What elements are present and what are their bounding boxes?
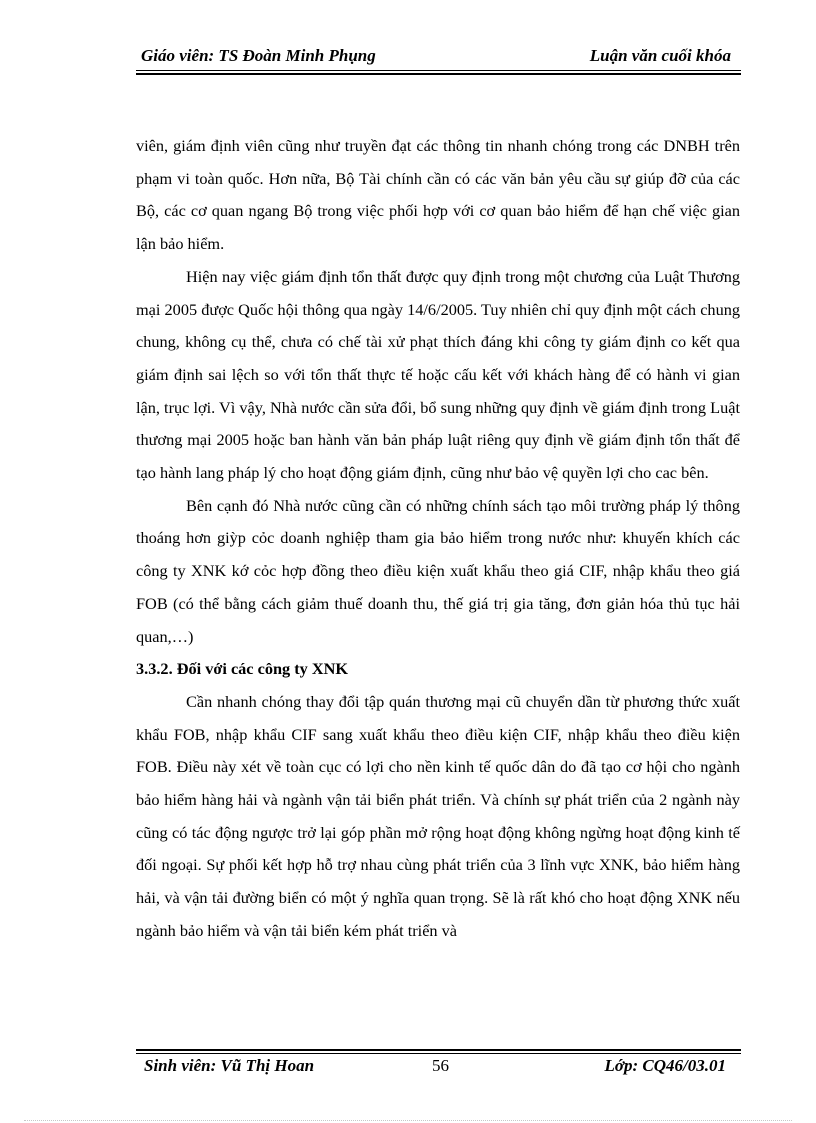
paragraph-2-line-5: cấu kết với khách hàng để có hành vi gian lận, trục lợi. Vì vậy, Nhà nước cần sửa [136,364,740,417]
paragraph-4-line-7: ngoại. Sự phối kết hợp hỗ trợ nhau cùng phát triển của 3 lĩnh vực XNK, bảo [161,855,667,875]
page-footer [136,1056,741,1080]
paragraph-3-line-3: nước như: khuyến khích các công ty XNK kớ cỏc hợp đồng theo điều kiện [136,528,740,581]
paragraph-3-line-1: Bên cạnh đó Nhà nước cũng cần có những chính sách tạo môi trường [186,495,645,515]
paragraph-4-line-9: cho hoạt động XNK nếu ngành bảo hiểm và vận tải biển kém phát triển và [136,888,740,940]
section-heading: 3.3.2. Đối với các công ty XNK [136,659,349,679]
paragraph-1 [136,130,740,261]
paragraph-4-line-3: CIF, nhập khẩu theo điều kiện FOB. Điều này xét về toàn cục có lợi cho nền [136,724,741,777]
paragraph-4 [136,686,740,948]
paragraph-2-line-8: pháp lý cho hoạt động giám định, cũng như bảo vệ quyền lợi cho cac bên. [227,463,709,483]
footer-student: Sinh viên: Vũ Thị Hoan [144,1056,315,1075]
paragraph-1-line-1: viên, giám định viên cũng như truyền đạt các thông tin nhanh chóng trong các [136,136,659,155]
paragraph-4-line-8: hiểm hàng hải, và vận tải đường biển có một ý nghĩa quan trọng. Sẽ là rất khó [136,855,741,908]
paragraph-2-line-4: khi công ty giám định co kết qua giám định sai lệch so với tổn thất thực tế hoặc [136,332,741,384]
paragraph-1-line-4: cơ quan bảo hiểm để hạn chế việc gian lận bảo hiểm. [136,201,740,254]
paragraph-3-line-4: xuất khẩu theo giá CIF, nhập khẩu theo giá FOB (có thể bằng cách giảm thuế [136,561,741,613]
paragraph-4-line-5: tải biển phát triển. Và chính sự phát triển của 2 ngành này cũng có tác động [136,790,740,842]
paragraph-2-line-6: đổi, bổ sung những quy định về giám định trong Luật thương mại 2005 hoặc ban [136,397,740,450]
footer-class: Lớp: CQ46/03.01 [604,1056,726,1075]
paragraph-2-line-3: quy định một cách chung chung, không cụ thể, chưa có chế tài xử phạt thích đáng [136,299,740,352]
footer-rule-thick [136,1049,741,1051]
footer-rule-thin [136,1053,741,1054]
paragraph-1-line-3: yêu cầu sự giúp đỡ của các Bộ, các cơ quan ngang Bộ trong việc phối hợp với [136,168,740,221]
page-number: 56 [432,1056,449,1075]
header-title: Luận văn cuối khóa [589,46,731,65]
paragraph-4-line-2: phương thức xuất khẩu FOB, nhập khẩu CIF sang xuất khẩu theo điều kiện [136,691,740,744]
paragraph-2-line-1: Hiện nay việc giám định tổn thất được quy định trong một chương của [186,266,650,286]
paragraph-2-line-2: Luật Thương mại 2005 được Quốc hội thông qua ngày 14/6/2005. Tuy nhiên chỉ [136,266,740,319]
paragraph-4-line-1: Cần nhanh chóng thay đổi tập quán thương mại cũ chuyển dần từ [186,691,620,711]
header-rule-thick [136,73,741,75]
paragraph-3-line-2: pháp lý thông thoáng hơn giỳp cỏc doanh nghiệp tham gia bảo hiểm trong [136,495,740,548]
paragraph-1-line-2: DNBH trên phạm vi toàn quốc. Hơn nữa, Bộ Tài chính cần có các văn bản [136,136,740,188]
page-edge-divider [24,1120,792,1121]
page-header [136,46,741,72]
header-teacher: Giáo viên: TS Đoàn Minh Phụng [141,46,376,65]
document-body [136,130,740,948]
paragraph-3-line-5: doanh thu, thế giá trị gia tăng, đơn giản hóa thủ tục hải quan,…) [136,593,741,646]
paragraph-2-line-7: hành văn bản pháp luật riêng quy định về giám định tổn thất để tạo hành lang [136,430,740,483]
paragraph-4-line-6: ngược trở lại góp phần mở rộng hoạt động không ngừng hoạt động kinh tế đối [136,822,741,875]
paragraph-3 [136,490,740,654]
paragraph-2 [136,261,740,490]
paragraph-4-line-4: kinh tế quốc dân do đã tạo cơ hội cho ngành bảo hiểm hàng hải và ngành vận [136,757,741,810]
header-rule-thin [136,70,741,71]
